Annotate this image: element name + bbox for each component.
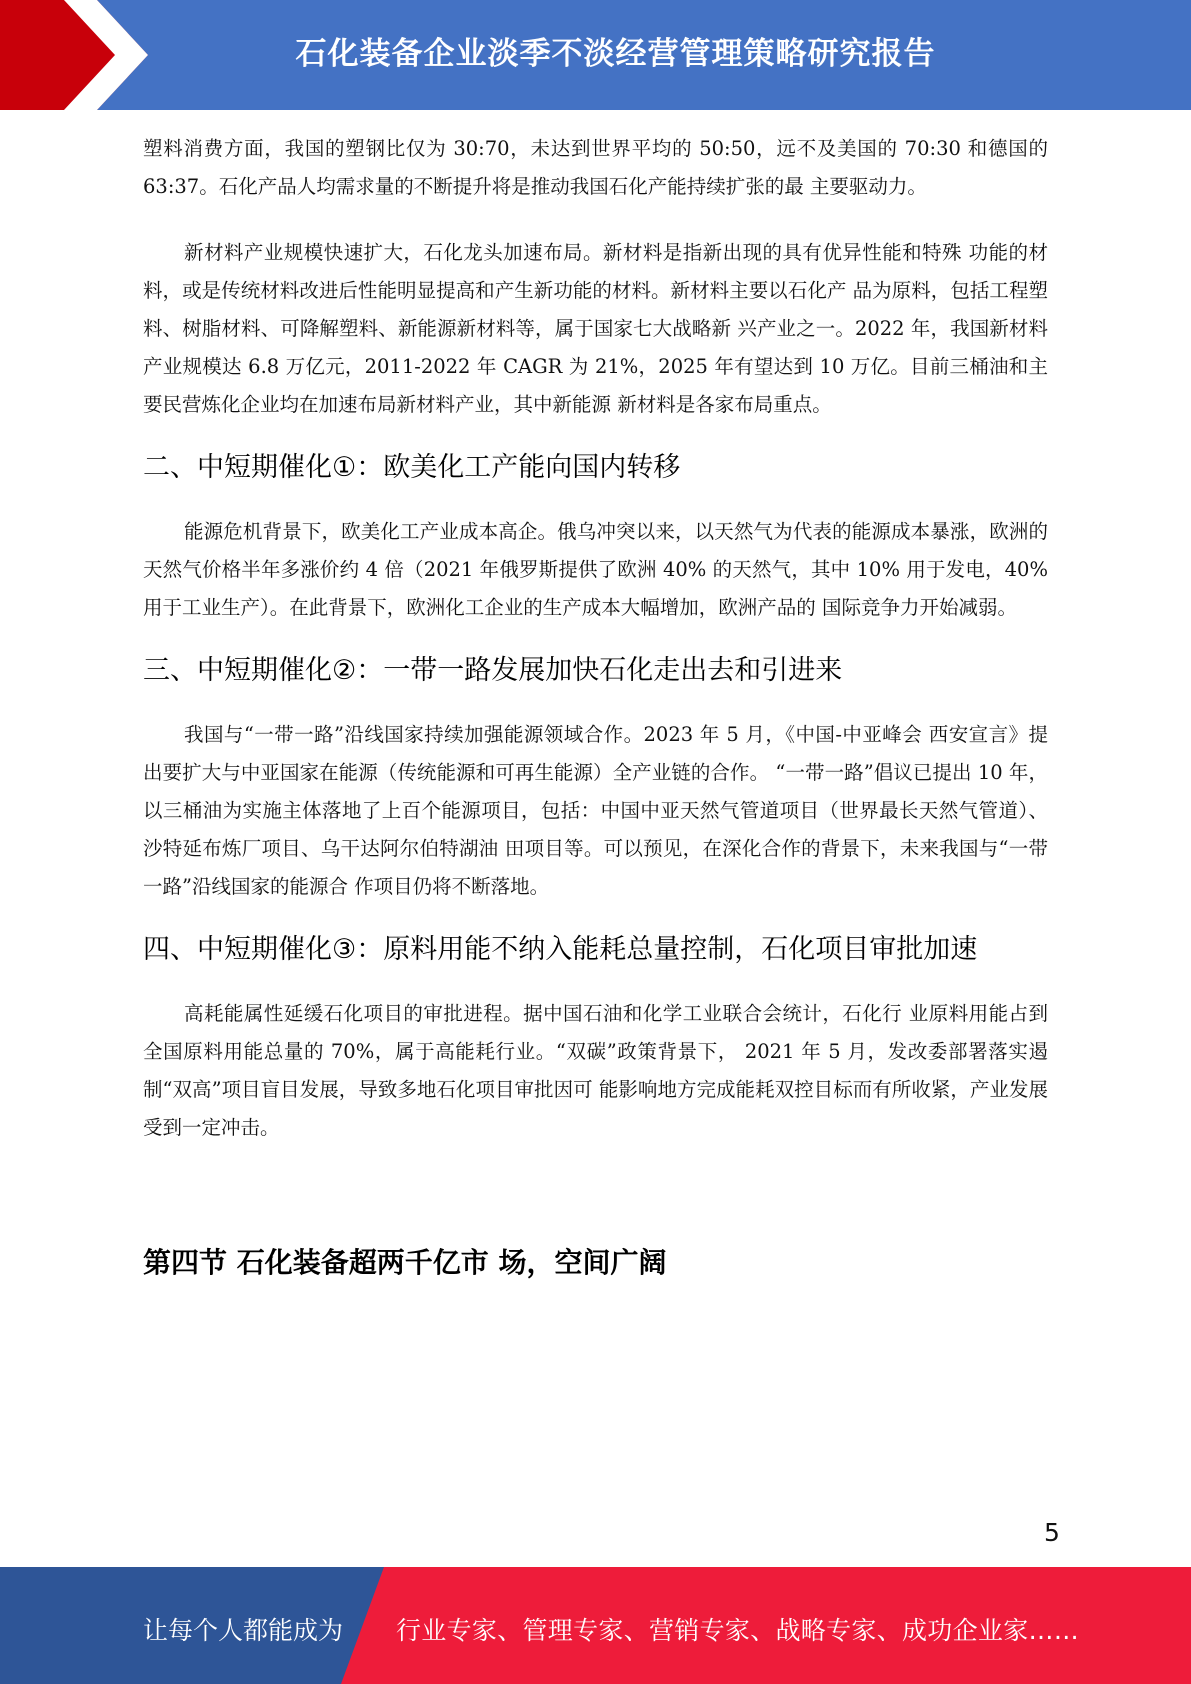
page-header <box>0 0 1191 110</box>
paragraph-plastic-consumption: 塑料消费方面，我国的塑钢比仅为 30:70，未达到世界平均的 50:50，远不及美国的 70:30 和德国的 63:37。石化产品人均需求量的不断提升将是推动我国石化产能持续扩张的最 主要驱动力。 <box>143 137 1048 198</box>
footer-slogan-right: 行业专家、管理专家、营销专家、战略专家、成功企业家…… <box>396 1616 1080 1645</box>
paragraph-energy-approval: 高耗能属性延缓石化项目的审批进程。据中国石油和化学工业联合会统计，石化行 业原料用能占到全国原料用能总量的 70%，属于高能耗行业。“双碳”政策背景下， 2021 年 5 月，发改委部署落实遏制“双高”项目盲目发展，导致多地石化项目审批因可 能影响地方完成能耗双控目标而有所收紧，产业发展受到一定冲击。 <box>143 1002 1048 1139</box>
page-footer <box>0 1567 1191 1684</box>
footer-slogan-left: 让每个人都能成为 <box>143 1616 344 1645</box>
document-body <box>143 130 1048 1283</box>
paragraph-new-materials: 新材料产业规模快速扩大，石化龙头加速布局。新材料是指新出现的具有优异性能和特殊 功能的材料，或是传统材料改进后性能明显提高和产生新功能的材料。新材料主要以石化产 品为原料，包括工程塑料、树脂材料、可降解塑料、新能源新材料等，属于国家七大战略新 兴产业之一。2022 年，我国新材料产业规模达 6.8 万亿元，2011-2022 年 CAGR 为 21%，2025 年有望达到 10 万亿。目前三桶油和主要民营炼化企业均在加速布局新材料产业，其中新能源 新材料是各家布局重点。 <box>143 241 1048 416</box>
paragraph-belt-and-road: 我国与“一带一路”沿线国家持续加强能源领域合作。2023 年 5 月，《中国-中亚峰会 西安宣言》提出要扩大与中亚国家在能源（传统能源和可再生能源）全产业链的合作。 “一带一路”倡议已提出 10 年，以三桶油为实施主体落地了上百个能源项目，包括：中国中亚天然气管道项目（世界最长天然气管道）、沙特延布炼厂项目、乌干达阿尔伯特湖油 田项目等。可以预见，在深化合作的背景下，未来我国与“一带一路”沿线国家的能源合 作项目仍将不断落地。 <box>143 723 1048 898</box>
heading-catalyst-1: 二、中短期催化①：欧美化工产能向国内转移 <box>143 452 681 483</box>
report-title: 石化装备企业淡季不淡经营管理策略研究报告 <box>295 36 936 72</box>
paragraph-energy-crisis: 能源危机背景下，欧美化工产业成本高企。俄乌冲突以来，以天然气为代表的能源成本暴涨，欧洲的天然气价格半年多涨价约 4 倍（2021 年俄罗斯提供了欧洲 40% 的天然气，其中 10% 用于发电，40% 用于工业生产）。在此背景下，欧洲化工企业的生产成本大幅增加，欧洲产品的 国际竞争力开始减弱。 <box>143 520 1048 619</box>
page-number: 5 <box>1044 1518 1060 1547</box>
heading-catalyst-3: 四、中短期催化③：原料用能不纳入能耗总量控制，石化项目审批加速 <box>143 934 978 965</box>
section-heading: 第四节 石化装备超两千亿市 场，空间广阔 <box>143 1246 667 1279</box>
heading-catalyst-2: 三、中短期催化②：一带一路发展加快石化走出去和引进来 <box>143 655 843 686</box>
